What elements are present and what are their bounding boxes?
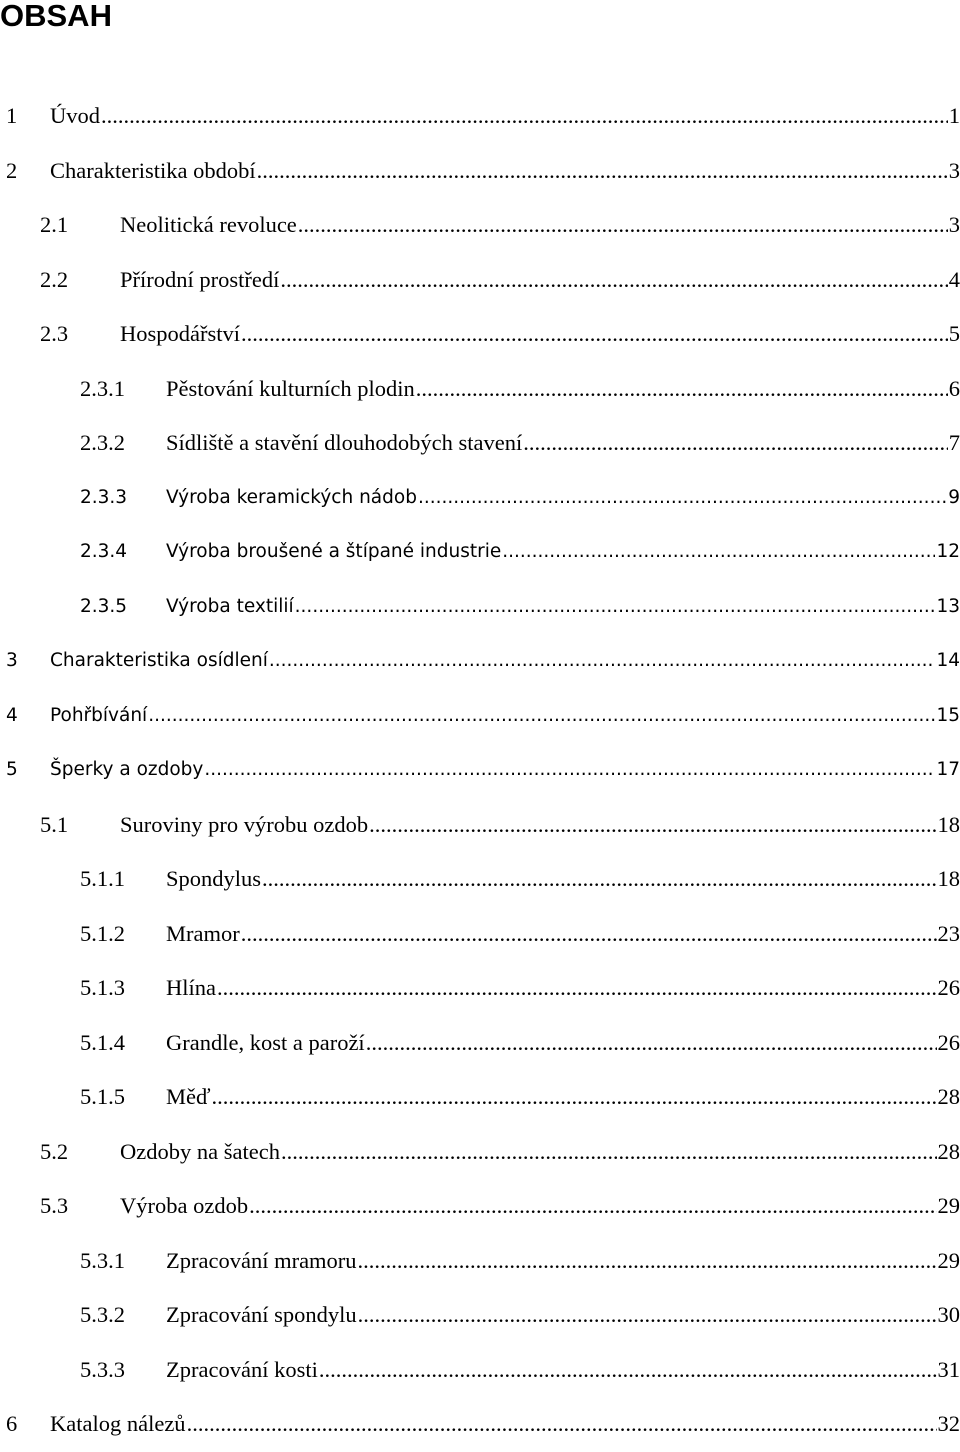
toc-entry-page-number: 3 (949, 144, 960, 199)
page-title: OBSAH (0, 0, 112, 38)
toc-entry-title: Charakteristika osídlení (50, 634, 268, 689)
toc-entry-number: 5.1 (40, 798, 120, 853)
dot-leader (298, 198, 948, 253)
dot-leader (502, 525, 935, 580)
dot-leader (212, 1070, 937, 1125)
toc-entry-page-number: 28 (938, 1070, 960, 1125)
toc-entry-page-number: 18 (938, 798, 960, 853)
toc-entry[interactable] (0, 471, 960, 526)
toc-entry[interactable] (0, 580, 960, 635)
dot-leader (523, 416, 948, 471)
toc-entry-page-number: 3 (949, 198, 960, 253)
toc-entry-page-number: 13 (936, 580, 960, 635)
toc-entry-page-number: 4 (949, 253, 960, 308)
toc-entry-title: Hospodářství (120, 307, 240, 362)
dot-leader (358, 1234, 937, 1289)
toc-entry-title: Výroba broušené a štípané industrie (166, 525, 501, 580)
toc-entry-page-number: 28 (938, 1125, 960, 1180)
toc-entry-title: Sídliště a stavění dlouhodobých stavení (166, 416, 522, 471)
toc-entry-number: 2.3.5 (80, 580, 166, 635)
toc-entry[interactable] (0, 1397, 960, 1452)
toc-entry-page-number: 5 (949, 307, 960, 362)
toc-entry-title: Zpracování kosti (166, 1343, 318, 1398)
toc-entry-number: 5.1.2 (80, 907, 166, 962)
toc-entry-page-number: 9 (948, 471, 960, 526)
toc-entry-page-number: 18 (938, 852, 960, 907)
toc-entry-number: 3 (0, 634, 50, 689)
toc-entry-title: Mramor (166, 907, 240, 962)
dot-leader (249, 1179, 936, 1234)
dot-leader (241, 307, 948, 362)
toc-entry-number: 5.3 (40, 1179, 120, 1234)
toc-entry-number: 5.1.1 (80, 852, 166, 907)
toc-entry-title: Ozdoby na šatech (120, 1125, 280, 1180)
toc-entry[interactable] (0, 198, 960, 253)
toc-entry-number: 5.3.3 (80, 1343, 166, 1398)
toc-entry[interactable] (0, 144, 960, 199)
toc-entry[interactable] (0, 689, 960, 744)
toc-entry-number: 2.3.1 (80, 362, 166, 417)
toc-entry[interactable] (0, 634, 960, 689)
toc-entry[interactable] (0, 1343, 960, 1398)
dot-leader (204, 743, 935, 798)
toc-entry-page-number: 15 (936, 689, 960, 744)
dot-leader (366, 1016, 937, 1071)
toc-entry[interactable] (0, 253, 960, 308)
toc-entry-number: 2.3.4 (80, 525, 166, 580)
toc-entry-number: 1 (0, 89, 50, 144)
toc-entry-title: Zpracování mramoru (166, 1234, 357, 1289)
toc-entry[interactable] (0, 416, 960, 471)
dot-leader (269, 634, 936, 689)
toc-entry-number: 5.1.4 (80, 1016, 166, 1071)
toc-entry-title: Hlína (166, 961, 216, 1016)
table-of-contents (0, 89, 960, 1452)
toc-entry[interactable] (0, 961, 960, 1016)
dot-leader (358, 1288, 937, 1343)
dot-leader (319, 1343, 937, 1398)
toc-entry-number: 2.2 (40, 253, 120, 308)
toc-entry-title: Pohřbívání (50, 689, 147, 744)
toc-entry-page-number: 32 (938, 1397, 960, 1452)
toc-entry-title: Charakteristika období (50, 144, 256, 199)
toc-entry[interactable] (0, 743, 960, 798)
dot-leader (295, 580, 936, 635)
dot-leader (148, 689, 935, 744)
toc-entry-page-number: 17 (936, 743, 960, 798)
toc-entry-title: Suroviny pro výrobu ozdob (120, 798, 368, 853)
dot-leader (262, 852, 936, 907)
dot-leader (281, 1125, 937, 1180)
toc-entry-number: 5 (0, 743, 50, 798)
toc-entry-number: 2.3.2 (80, 416, 166, 471)
dot-leader (187, 1397, 937, 1452)
toc-entry-page-number: 1 (949, 89, 960, 144)
toc-entry[interactable] (0, 1125, 960, 1180)
toc-entry[interactable] (0, 307, 960, 362)
toc-entry-page-number: 12 (936, 525, 960, 580)
dot-leader (257, 144, 948, 199)
toc-entry-title: Měď (166, 1070, 211, 1125)
toc-entry-number: 2 (0, 144, 50, 199)
toc-entry[interactable] (0, 798, 960, 853)
toc-entry-title: Úvod (50, 89, 100, 144)
toc-entry-title: Neolitická revoluce (120, 198, 297, 253)
dot-leader (217, 961, 937, 1016)
toc-entry-number: 5.1.3 (80, 961, 166, 1016)
toc-entry-page-number: 6 (949, 362, 960, 417)
toc-entry-number: 5.3.2 (80, 1288, 166, 1343)
toc-entry[interactable] (0, 1288, 960, 1343)
dot-leader (418, 471, 947, 526)
toc-entry[interactable] (0, 525, 960, 580)
toc-entry-page-number: 31 (938, 1343, 960, 1398)
toc-entry-title: Výroba keramických nádob (166, 471, 417, 526)
toc-entry-title: Katalog nálezů (50, 1397, 186, 1452)
dot-leader (369, 798, 936, 853)
toc-entry-title: Zpracování spondylu (166, 1288, 357, 1343)
toc-entry-number: 5.2 (40, 1125, 120, 1180)
toc-entry-number: 5.3.1 (80, 1234, 166, 1289)
toc-entry-title: Spondylus (166, 852, 261, 907)
dot-leader (101, 89, 948, 144)
toc-entry[interactable] (0, 89, 960, 144)
toc-entry[interactable] (0, 852, 960, 907)
toc-entry-number: 4 (0, 689, 50, 744)
toc-entry-page-number: 23 (938, 907, 960, 962)
toc-entry[interactable] (0, 1070, 960, 1125)
toc-entry-page-number: 29 (938, 1179, 960, 1234)
toc-entry-number: 5.1.5 (80, 1070, 166, 1125)
toc-entry-number: 6 (0, 1397, 50, 1452)
toc-entry-title: Výroba textilií (166, 580, 294, 635)
toc-entry[interactable] (0, 907, 960, 962)
toc-entry-number: 2.3 (40, 307, 120, 362)
toc-entry[interactable] (0, 1234, 960, 1289)
toc-entry-number: 2.1 (40, 198, 120, 253)
toc-entry-page-number: 30 (938, 1288, 960, 1343)
toc-entry[interactable] (0, 1179, 960, 1234)
toc-entry-page-number: 7 (949, 416, 960, 471)
toc-entry-page-number: 26 (938, 1016, 960, 1071)
toc-entry[interactable] (0, 1016, 960, 1071)
toc-entry-title: Výroba ozdob (120, 1179, 248, 1234)
toc-entry-title: Pěstování kulturních plodin (166, 362, 415, 417)
toc-entry-number: 2.3.3 (80, 471, 166, 526)
toc-entry-title: Grandle, kost a paroží (166, 1016, 365, 1071)
toc-entry-page-number: 29 (938, 1234, 960, 1289)
dot-leader (416, 362, 948, 417)
toc-entry-title: Přírodní prostředí (120, 253, 279, 308)
toc-entry[interactable] (0, 362, 960, 417)
toc-entry-page-number: 26 (938, 961, 960, 1016)
toc-entry-page-number: 14 (936, 634, 960, 689)
dot-leader (241, 907, 937, 962)
toc-entry-title: Šperky a ozdoby (50, 743, 203, 798)
dot-leader (280, 253, 947, 308)
